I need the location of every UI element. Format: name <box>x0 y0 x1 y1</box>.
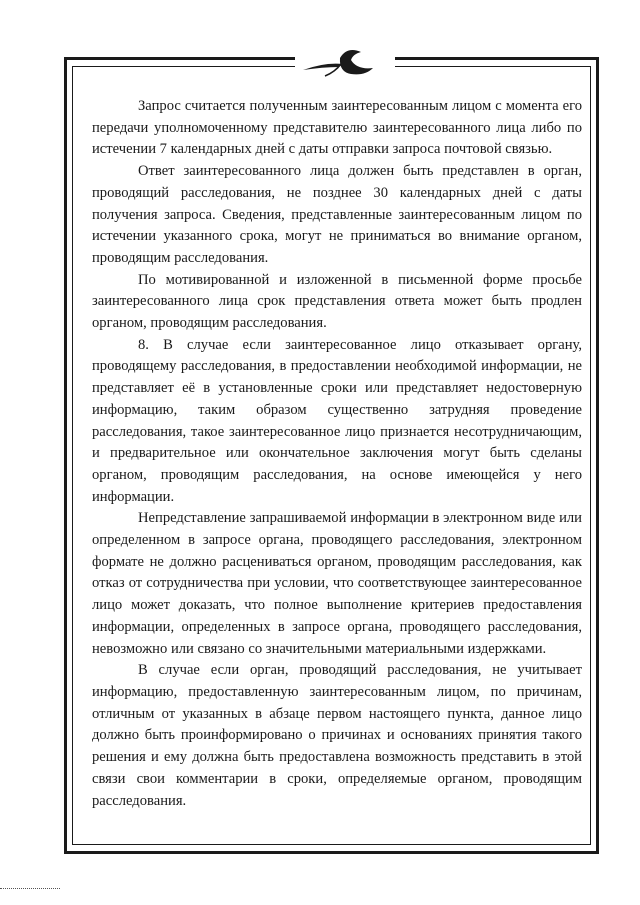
scan-artifact-line <box>0 888 60 891</box>
paragraph: 8. В случае если заинтересованное лицо отказывает органу, проводящему расследования, в предоставлении необходимой информации, не представляет её в установленные сроки или представляет недостоверную информацию, таким образом существенно затрудняя проведение расследования, такое заинтересованное лицо признается несотрудничающим, и предварительное или окончательное заключения могут быть сделаны органом, проводящим расследования, на основе имеющейся у него информации. <box>92 336 582 505</box>
paragraph: По мотивированной и изложенной в письменной форме просьбе заинтересованного лица срок представления ответа может быть продлен органом, проводящим расследования. <box>92 271 582 332</box>
emblem-icon <box>295 40 395 90</box>
paragraph: Ответ заинтересованного лица должен быть представлен в орган, проводящий расследования, не позднее 30 календарных дней с даты получения запроса. Сведения, представленные заинтересованным лицом по истечении указанного срока, могут не приниматься во внимание органом, проводящим расследования. <box>92 163 582 266</box>
paragraph: В случае если орган, проводящий расследования, не учитывает информацию, предоставленную заинтересованным лицом, по причинам, отличным от указанных в абзаце первом настоящего пункта, данное лицо должно быть проинформировано о причинах и основаниях принятия такого решения и ему должна быть предоставлена возможность представить в этой связи свои комментарии в сроки, определяемые органом, проводящим расследования. <box>92 662 582 809</box>
paragraph: Запрос считается полученным заинтересованным лицом с момента его передачи уполномоченному представителю заинтересованного лица либо по истечении 7 календарных дней с даты отправки запроса почтовой связью. <box>92 98 582 158</box>
paragraph: Непредставление запрашиваемой информации в электронном виде или определенном в запросе органа, проводящего расследования, электронном формате не должно расцениваться органом, проводящим расследования, как отказ от сотрудничества при условии, что соответствующее заинтересованное лицо может доказать, что полное выполнение критериев предоставления информации, определенных в запросе органа, проводящего расследования, невозможно или связано со значительными материальными издержками. <box>92 510 582 657</box>
document-body <box>92 96 582 812</box>
